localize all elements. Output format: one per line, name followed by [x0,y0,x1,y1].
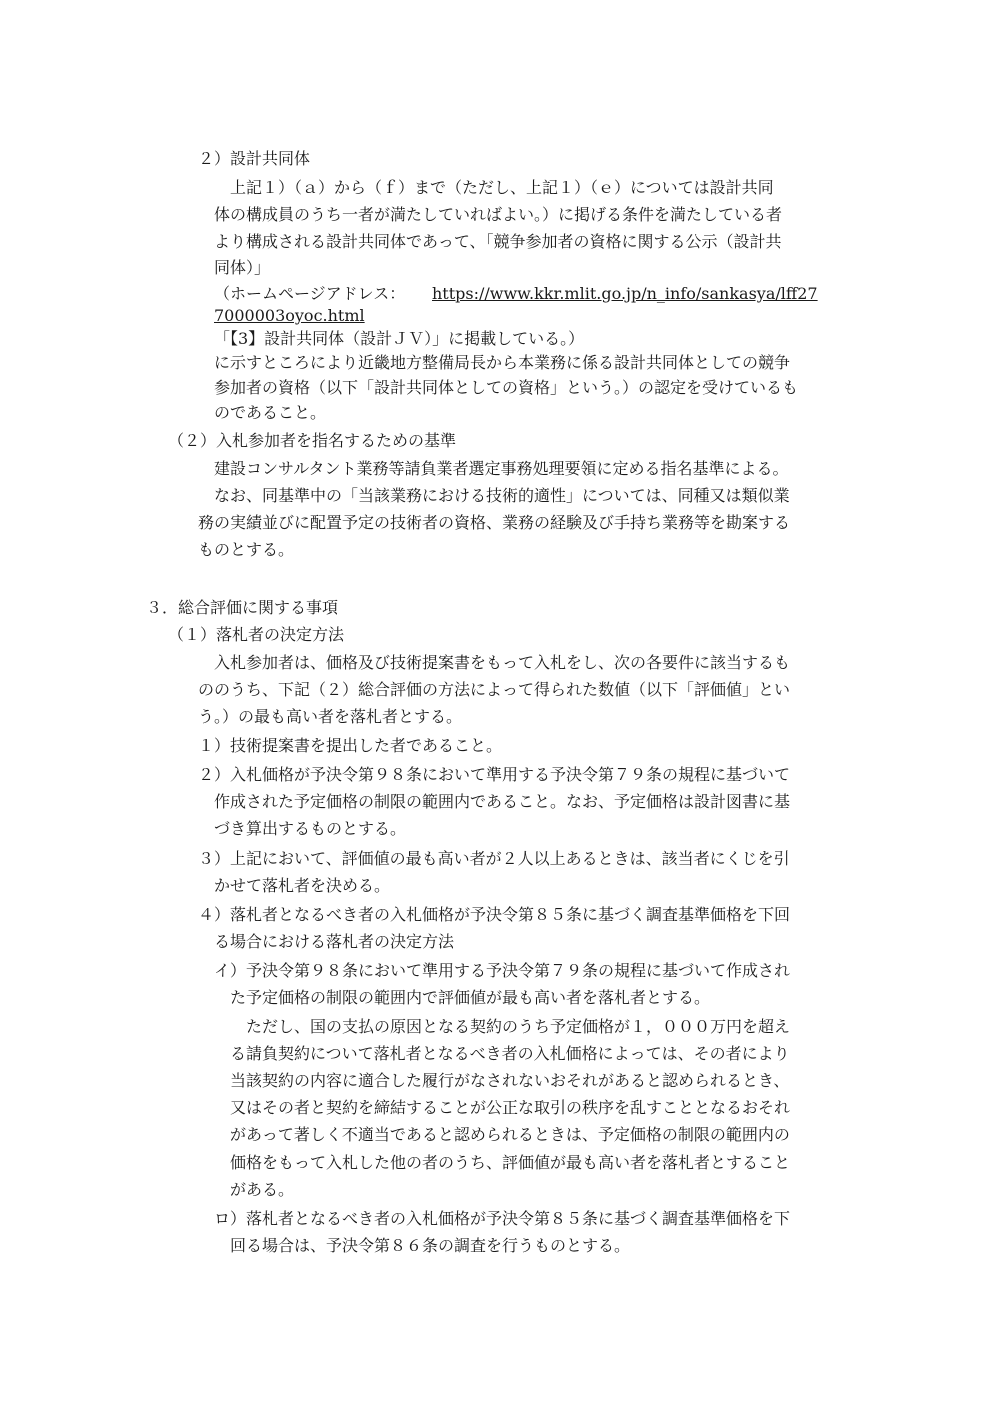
body-line: 務の実績並びに配置予定の技術者の資格、業務の経験及び手持ち業務等を勘案する [198,513,791,532]
sub-item-i: イ）予決令第９８条において準用する予決令第７９条の規程に基づいて作成され [214,961,791,980]
body-line: 当該契約の内容に適合した履行がなされないおそれがあると認められるとき、 [230,1071,790,1090]
body-line: ののうち、下記（２）総合評価の方法によって得られた数値（以下「評価値」とい [198,680,791,699]
body-line: がある。 [230,1180,295,1199]
body-line: ただし、国の支払の原因となる契約のうち予定価格が１，０００万円を超え [246,1017,791,1036]
homepage-url-link[interactable]: https://www.kkr.mlit.go.jp/n_info/sankasya/lff27 [432,284,818,303]
body-line: 体の構成員のうち一者が満たしていればよい。）に掲げる条件を満たしている者 [214,205,783,224]
body-line: 回る場合は、予決令第８６条の調査を行うものとする。 [230,1236,631,1255]
chapter-heading-comprehensive-evaluation: ３．総合評価に関する事項 [146,598,339,617]
body-line: なお、同基準中の「当該業務における技術的適性」については、同種又は類似業 [214,486,790,505]
body-line: ものとする。 [198,540,295,559]
body-line: があって著しく不適当であると認められるときは、予定価格の制限の範囲内の [230,1125,790,1144]
body-line: 作成された予定価格の制限の範囲内であること。なお、予定価格は設計図書に基 [214,792,791,811]
list-item-3: ３）上記において、評価値の最も高い者が２人以上あるときは、該当者にくじを引 [198,849,790,868]
body-line: 又はその者と契約を締結することが公正な取引の秩序を乱すこととなるおそれ [230,1098,791,1117]
body-line: る場合における落札者の決定方法 [214,932,455,951]
sub-item-ro: ロ）落札者となるべき者の入札価格が予決令第８５条に基づく調査基準価格を下 [214,1209,791,1228]
section-heading-award-method: （１）落札者の決定方法 [168,625,345,644]
body-line: 価格をもって入札した他の者のうち、評価値が最も高い者を落札者とすること [230,1153,791,1172]
body-line: 「【3】設計共同体（設計ＪＶ）」に掲載している。） [214,329,585,348]
body-line: より構成される設計共同体であって、「競争参加者の資格に関する公示（設計共 [214,232,782,251]
body-line: のであること。 [214,403,327,422]
body-line: う。）の最も高い者を落札者とする。 [198,707,463,726]
body-line: た予定価格の制限の範囲内で評価値が最も高い者を落札者とする。 [230,988,711,1007]
section-heading-nomination-criteria: （２）入札参加者を指名するための基準 [168,431,457,450]
item-heading-design-jv: ２）設計共同体 [198,149,311,168]
body-line: 参加者の資格（以下「設計共同体としての資格」という。）の認定を受けているも [214,378,799,397]
body-line: に示すところにより近畿地方整備局長から本業務に係る設計共同体としての競争 [214,353,791,372]
body-line: づき算出するものとする。 [214,819,407,838]
homepage-url-link-continued[interactable]: 7000003oyoc.html [214,306,365,325]
homepage-address-label: （ホームページアドレス： [214,284,406,303]
body-line: る請負契約について落札者となるべき者の入札価格によっては、その者により [230,1044,790,1063]
list-item-4: ４）落札者となるべき者の入札価格が予決令第８５条に基づく調査基準価格を下回 [198,905,791,924]
body-line: 上記１）（ａ）から（ｆ）まで（ただし、上記１）（ｅ）については設計共同 [230,178,774,197]
body-line: 建設コンサルタント業務等請負業者選定事務処理要領に定める指名基準による。 [214,459,789,478]
body-line: 同体）」 [214,258,271,277]
list-item-2: ２）入札価格が予決令第９８条において準用する予決令第７９条の規程に基づいて [198,765,791,784]
body-line: かせて落札者を決める。 [214,876,391,895]
list-item-1: １）技術提案書を提出した者であること。 [198,736,503,755]
body-line: 入札参加者は、価格及び技術提案書をもって入札をし、次の各要件に該当するも [214,653,791,672]
